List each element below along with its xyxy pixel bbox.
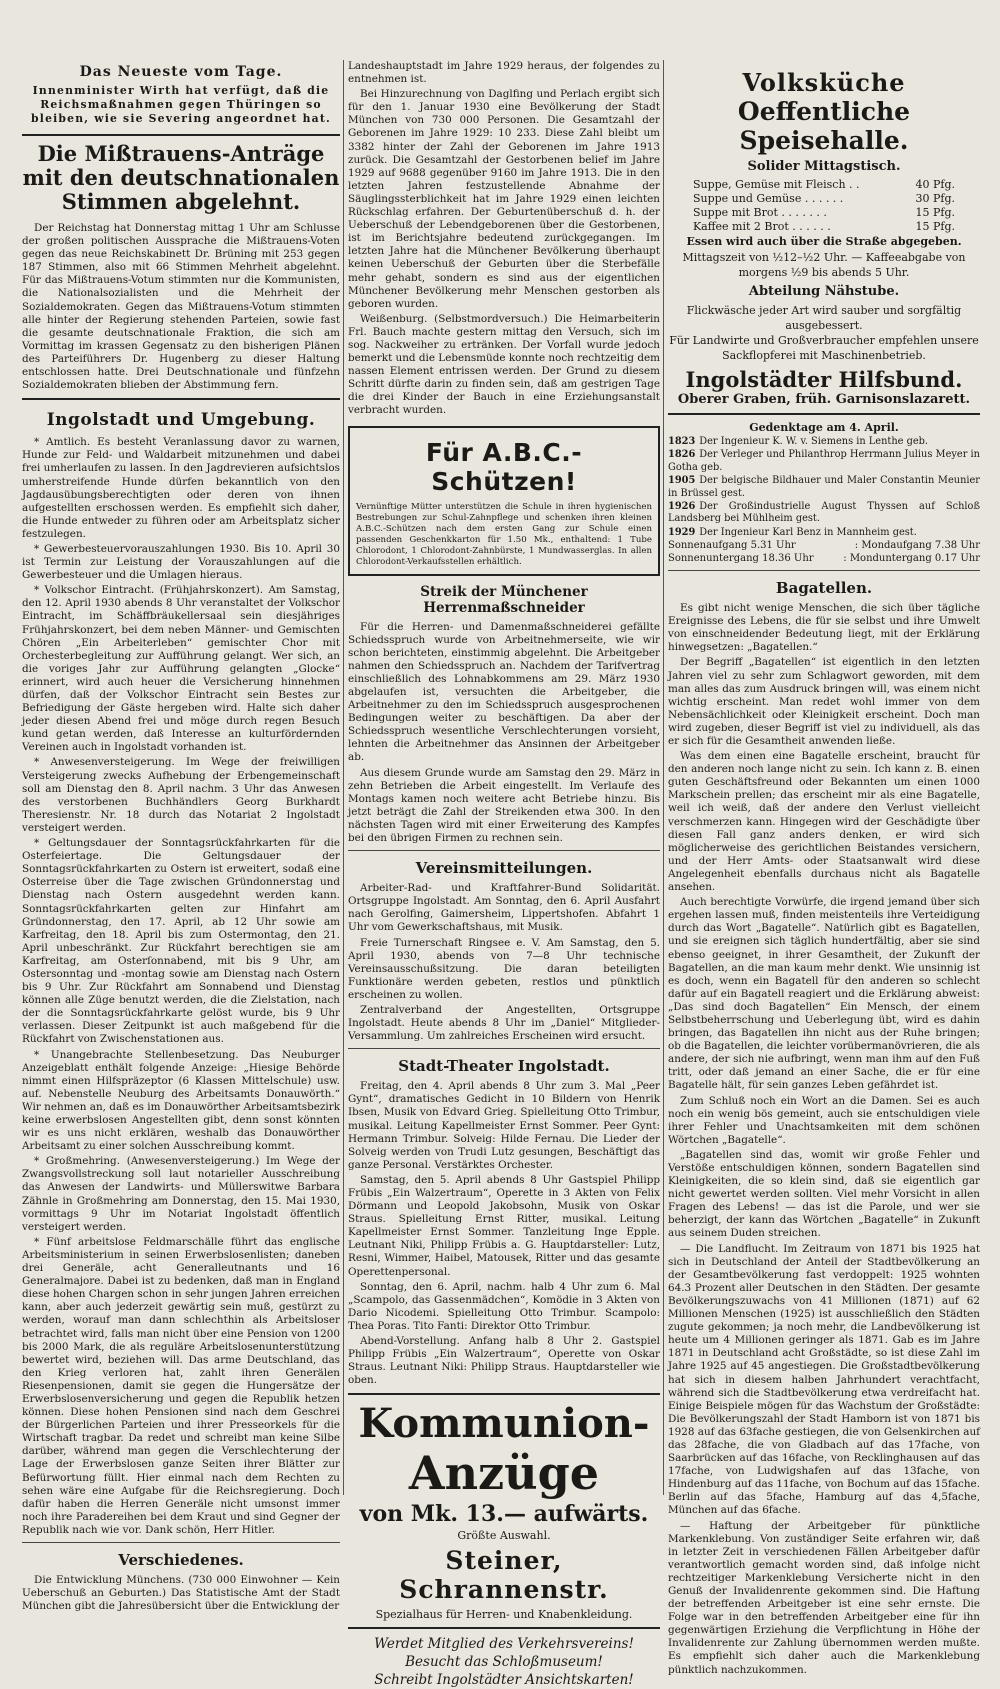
naehstube-heading: Abteilung Nähstube. bbox=[748, 284, 900, 299]
article-paragraph: Weißenburg. (Selbstmordversuch.) Die Heimarbeiterin Frl. Bauch machte gestern mittag den Versuch, sich im sog. Nackweiher zu ertränken. Der Vorfall wurde jedoch bemerkt und die Lebensmüde konnte noch rechtzeitig dem nassen Element entrissen werden. Der Grund zu diesem Schritt dürfte darin zu finden sein, daß am gestrigen Tage die drei Kinder der Bauch in eine Erziehungsanstalt verbracht wurden. bbox=[348, 312, 661, 417]
naehstube-text: Flickwäsche jeder Art wird sauber und sorgfältig ausgebessert. bbox=[686, 304, 962, 332]
article-paragraph: Was dem einen eine Bagatelle erscheint, braucht für den anderen noch lange nicht zu sein. Ich kann z. B. einen guten Geschäftsfreund oder Bekannten um einen 1000 Markschein prellen; das erscheint mir als eine Bagatelle, weil ich weiß, daß der andere den Verlust vielleicht verschmerzen kann. Hingegen wird der Geschädigte über diesen Fall ganz anders denken, er wird sich möglicherweise des gerichtlichen Beistandes versichern, und der Herr Amts- oder Staatsanwalt wird diese Angelegenheit ebenfalls durchaus nicht als Bagatelle ansehen. bbox=[668, 750, 980, 894]
vereinsmitteilungen-heading: Vereinsmitteilungen. bbox=[415, 859, 593, 878]
volkskueche-title: Volksküche bbox=[742, 68, 906, 97]
article-paragraph: Freitag, den 4. April abends 8 Uhr zum 3. Mal „Peer Gynt“, dramatisches Gedicht in 10 Bildern von Henrik Ibsen, Musik von Edvard Grieg. Spielleitung Otto Trimbur, musikal. Leitung Kapellmeister Ernst Sommer. Peer Gynt: Hermann Trimbur. Solveig: Hilde Fernau. Die Lieder der Solveig werden von Trudi Lutz gesungen, Beschäftigt das ganze Personal. Verstärktes Orchester. bbox=[348, 1080, 660, 1171]
mittagstisch-heading: Solider Mittagstisch. bbox=[747, 159, 901, 174]
article-paragraph: * Geltungsdauer der Sonntagsrückfahrkarten für die Osterfeiertage. Die Geltungsdauer der Sonntagsrückfahrkarten zu Ostern ist erweitert, sodaß eine Osterreise über die Tage zwischen Gründonnerstag und Dienstag nach Ostern ausgedehnt werden kann. Sonntagsrückfahrkarten gelten zur Hinfahrt am Gründonnerstag, den 17. April, ab 12 Uhr sowie am Karfreitag, den 18. April bis zum Ostermontag, den 21. April unbeschränkt. Zur Rückfahrt berechtigen sie am Karfreitag, am Osterſonnabend, mit bis 9 Uhr, am Ostersonntag und -montag sowie am Dienstag nach Ostern bis 9 Uhr. Zur Rückfahrt am Sonnabend und Dienstag können alle Züge benutzt werden, die die Zielstation, nach der die Sonntagsrückfahrkarte gelöst wurde, bis 9 Uhr verlassen. Dieser Zeitpunkt ist auch maßgebend für die Rückfahrt von Zwischenstationen aus. bbox=[22, 837, 340, 1046]
menu-table bbox=[693, 178, 955, 234]
article-paragraph: Bei Hinzurechnung von Daglfing und Perlach ergibt sich für den 1. Januar 1930 eine Bevölkerung der Stadt München von 730 000 Personen. Die Gesamtzahl der Geborenen im Jahre 1929: 10 233. Diese Zahl bleibt um 3382 hinter der Zahl der Geborenen im Jahre 1913 zurück. Die Gesamtzahl der Gestorbenen belief im Jahre 1929 auf 9688 gegenüber 9160 im Jahre 1913. Die in den letzten Jahren festzustellende Abnahme der Säuglingssterblichkeit hat im Jahre 1929 einen leichten Rückschlag erfahren. Der Geburtenüberschuß d. h. der Ueberschuß der Lebendgeborenen über die Gestorbenen, ist im Berichtsjahre bedeutend zurückgegangen. Im letzten Jahre hat die Münchener Bevölkerung überhaupt keinen Ueberschuß der Geburten über die Sterbefälle mehr gehabt, sondern es sind aus der eigentlichen Münchener Bevölkerung mehr Menschen gestorben als geboren wurden. bbox=[348, 88, 660, 310]
gedenktag-entry bbox=[668, 501, 980, 526]
streik-heading: Streik der Münchener Herrenmaßschneider bbox=[420, 583, 588, 616]
column-rule bbox=[343, 60, 344, 1495]
sunset: Sonnenuntergang 18.36 Uhr bbox=[668, 552, 814, 564]
column-2 bbox=[348, 60, 661, 1689]
essen-line: Essen wird auch über die Straße abgegeben. bbox=[686, 235, 962, 248]
article-paragraph: Der Begriff „Bagatellen“ ist eigentlich in den letzten Jahren viel zu sehr zum Schlagwort geworden, mit dem man alles das zum Ausdruck bringen will, was einem nicht wichtig erscheint. Man redet wohl immer von dem Nebensächlichkeit oder Kleinigkeit erscheint. Doch man wird zugeben, dieser Begriff ist viel zu individuell, als das er sich für die Gesamtheit anwenden ließe. bbox=[668, 656, 980, 747]
kommunion-ad bbox=[348, 1401, 660, 1621]
menu-item: Suppe mit Brot . . . . . . . bbox=[692, 206, 827, 219]
article-paragraph: Es gibt nicht wenige Menschen, die sich über tägliche Ereignisse des Lebens, die für sie selbst und ihre Umwelt von einschneidender Bedeutung liegt, mit der Erklärung hinwegsetzen: „Bagatellen.“ bbox=[668, 602, 980, 654]
neueste-lead: Innenminister Wirth hat verfügt, daß die Reichsmaßnahmen gegen Thüringen so bleiben, wie sie Severing angeordnet hat. bbox=[31, 84, 331, 125]
column-3 bbox=[668, 60, 980, 1676]
ad-title: Für A.B.C.-Schützen! bbox=[425, 437, 583, 496]
divider bbox=[348, 1393, 660, 1395]
menu-row bbox=[693, 192, 955, 206]
article-paragraph: * Fünf arbeitslose Feldmarschälle führt das englische Arbeitsministerium in seinen Erwerbslosenlisten; daneben drei Generäle, acht Generalleutnants und 16 Generalmajore. Dabei ist zu bedenken, daß man in England diese hohen Chargen schon in sehr jungen Jahren erreichen kann, aber auch jederzeit gewärtig sein muß, gestürzt zu werden, worauf man dann schlechthin als Arbeitsloser betrachtet wird, falls man nicht über eine Pension von 1200 bis 2000 Mark, die als reguläre Arbeitslosenunterstützung bewertet wird, beziehen will. Das arme Deutschland, das den Krieg verloren hat, zahlt ihren Generälen Riesenpensionen, damit sie gegen die Hungersätze der Erwerbslosenversicherung und gegen die Republik hetzen können. Diese hohen Pensionen sind nach dem Geschrei der Bürgerlichen Parteien und ihrer Presseorkels für die Wirtschaft tragbar. Da redet und schreibt man keine Silbe darüber, während man gegen die Verschlechterung der Lage der Erwerbslosen ganze Seiten ihrer Blätter zur Befürwortung füllt. Hier einmal nach dem Rechten zu sehen wäre eine Aufgabe für die Reichsregierung. Doch dafür haben die Herren Generäle nicht umsonst immer noch ihre Paradereihen bei dem Kraut und sind Gegner der Republik nach wie vor. Dank schön, Herr Hitler. bbox=[22, 1235, 340, 1536]
price-line: von Mk. 13.— aufwärts. bbox=[359, 1501, 649, 1528]
article-paragraph: Zentralverband der Angestellten, Ortsgruppe Ingolstadt. Heute abends 8 Uhr im „Daniel“ Mitglieder-Versammlung. Um zahlreiches Erscheinen wird ersucht. bbox=[348, 1003, 660, 1043]
store-tagline: Spezialhaus für Herren- und Knabenkleidung. bbox=[375, 1608, 633, 1622]
article-paragraph: Aus diesem Grunde wurde am Samstag den 29. März in zehn Betrieben die Arbeit eingestellt. Im Verlaufe des Montags kamen noch weitere acht Betriebe hinzu. Bis jetzt beträgt die Zahl der Streikenden etwa 300. In den nächsten Tagen wird mit einer Erweiterung des Kampfes bei den übrigen Firmen zu rechnen sein. bbox=[348, 766, 660, 845]
article-paragraph: — Haftung der Arbeitgeber für pünktliche Markenklebung. Von zuständiger Seite erfahren wir, daß in letzter Zeit in verschiedenen Fällen Arbeitgeber dafür verantwortlich gemacht worden sind, daß infolge nicht rechtzeitiger Markenklebung Versicherte nicht in den Genuß der Invalidenrente gekommen sind. Die Haftung der betreffenden Arbeitgeber ist eine sehr ernste. Die Folge war in den betreffenden Arbeitgeber eine für ihn gegenwärtigen Erziehung die Verpflichtung in Höhe der Invalidenrente zur Zahlung übernommen werden mußte. Es empfiehlt sich daher auch die Markenklebung pünktlich nachzukommen. bbox=[668, 1519, 980, 1676]
store-name: Steiner, Schrannenstr. bbox=[399, 1546, 609, 1605]
anzuege-title: Anzüge bbox=[408, 1446, 600, 1501]
article-paragraph: — Die Landflucht. Im Zeitraum von 1871 bis 1925 hat sich in Deutschland der Anteil der Stadtbevölkerung an der Gesamtbevölkerung fast verdoppelt: 1925 wohnten 64.3 Prozent aller Deutschen in den Städten. Der gesamte Bevölkerungszuwachs von 41 Millionen (1871) auf 62 Millionen Menschen (1925) ist ausschließlich den Städten zugute gekommen; ja noch mehr, die Landbevölkerung ist heute um 4 Millionen geringer als 1871. Gab es im Jahre 1871 in Deutschland acht Großstädte, so ist diese Zahl im Jahre 1925 auf 45 angestiegen. Die Großstadtbevölkerung hat sich in diesem halben Jahrhundert verachtfacht, während sich die Stadtbevölkerung etwa verdreifacht hat. Einige Beispiele mögen für das Wachstum der Großstädte: Die Bevölkerungszahl der Stadt Hamborn ist von 1871 bis 1928 auf das 63fache gestiegen, die von Gelsenkirchen auf das 28fache, die von Gladbach auf das 17fache, von Saarbrücken auf das 16fache, von Recklinghausen auf das 17fache, von Ludwigshafen auf das 13fache, von Hindenburg auf das 11fache, von Bochum auf das 15fache. Berlin auf das 5fache, Hamburg auf das 4,5fache, München auf das 6fache. bbox=[668, 1242, 980, 1517]
menu-item: Kaffee mit 2 Brot . . . . . . bbox=[692, 220, 831, 233]
article-paragraph: * Volkschor Eintracht. (Frühjahrskonzert). Am Samstag, den 12. April 1930 abends 8 Uhr veranstaltet der Volkschor Eintracht, im Schäffbräukellersaal sein diesjähriges Frühjahrskonzert, bei dem neben Männer- und Gemischten Chören „Ein Arbeiterleben“ gemischter Chor mit Orchesterbegleitung zur Aufführung gelangt. Wer sich, an die voriges Jahr zur Aufführung gelangten „Glocke“ erinnert, wird auch heuer die Versicherung hinnehmen dürfen, daß der Volkschor Eintracht sein Bestes zur Befriedigung der Gäste hergeben wird. Halte sich daher jeder diesen Abend frei und möge durch regen Besuch kund getan werden, daß Interesse an kulturfördernden Vereinen auch in Ingolstadt vorhanden ist. bbox=[22, 584, 340, 754]
article-paragraph: * Unangebrachte Stellenbesetzung. Das Neuburger Anzeigeblatt enthält folgende Anzeige: „Hiesige Behörde nimmt einen Hilfspräzeptor (6 Klassen Mittelschule) usw. auf. Nebenstelle Neuburg des Arbeitsamts Donauwörth.“ Wir nehmen an, daß es im Donauwörther Arbeitsamtsbezirk keine erwerbslosen Angestellten gibt, denn sonst könnten wir es uns nicht erklären, weshalb das Donauwörther Arbeitsamt zu einer solchen Ausschreibung kommt. bbox=[22, 1048, 340, 1153]
article-paragraph: Der Reichstag hat Donnerstag mittag 1 Uhr am Schlusse der großen politischen Aussprache die Mißtrauens-Voten gegen das neue Reichskabinett Dr. Brüning mit 253 gegen 187 Stimmen, also mit 66 Stimmen Mehrheit abgelehnt. Für das Mißtrauens-Votum stimmten nur die Kommunisten, die Nationalsozialisten und die Mehrheit der Sozialdemokraten. Gegen das Mißtrauens-Votum stimmten alle hinter der Regierung stehenden Parteien, sowie fast die gesamte deutschnationale Fraktion, die sich am Vormittag im krassen Gegensatz zu den bisherigen Plänen des Parteiführers Dr. Hugenberg zu dieser Haltung entschlossen hatte. Drei Deutschnationale und fünfzehn Sozialdemokraten blieben der Abstimmung fern. bbox=[22, 222, 340, 392]
article-paragraph: Die Entwicklung Münchens. (730 000 Einwohner — Kein Ueberschuß an Geburten.) Das Statistische Amt der Stadt München gibt die Jahresübersicht über die Entwicklung der bbox=[22, 1574, 340, 1613]
article-paragraph: Zum Schluß noch ein Wort an die Damen. Sei es auch noch ein wenig bös gemeint, auch sie entschuldigen viele ihrer Fehler und Unachtsamkeiten mit dem schönen Wörtchen „Bagatelle“. bbox=[668, 1094, 980, 1146]
article-paragraph: * Gewerbesteuervorauszahlungen 1930. Bis 10. April 30 ist Termin zur Leistung der Vorauszahlungen auf die Gewerbesteuer und die Umlagen hieraus. bbox=[22, 542, 340, 582]
moonrise: : Mondaufgang 7.38 Uhr bbox=[854, 540, 980, 552]
gedenktag-entry bbox=[668, 449, 980, 474]
bagatellen-heading: Bagatellen. bbox=[775, 579, 873, 598]
divider bbox=[668, 413, 980, 415]
neueste-heading: Das Neueste vom Tage. bbox=[79, 64, 283, 80]
moonset: : Monduntergang 0.17 Uhr bbox=[843, 552, 980, 564]
menu-price: 15 Pfg. bbox=[915, 206, 956, 219]
gedenktag-text: Der Großindustrielle August Thyssen auf Schloß Landsberg bei Mühlheim gest. bbox=[668, 501, 980, 525]
gedenktag-text: Der belgische Bildhauer und Maler Constantin Meunier in Brüssel gest. bbox=[668, 475, 980, 499]
article-paragraph: Abend-Vorstellung. Anfang halb 8 Uhr 2. Gastspiel Philipp Frübis „Ein Walzertraum“, Operette von Oskar Straus. Leutnant Niki: Philipp Straus. Hauptdarsteller wie oben. bbox=[348, 1335, 660, 1387]
article-paragraph: Auch berechtigte Vorwürfe, die irgend jemand über sich ergehen lassen muß, finden meistenteils ihre Verteidigung durch das Wort „Bagatelle“. Natürlich gibt es Bagatellen, und sie ereignen sich täglich hundertfältig, aber sie sind ebenso geeignet, in ihrer Gesamtheit, der Zukunft der Bagatellen, an die man kaum mehr denkt. Wie unsinnig ist es doch, wenn ein Bagatell für den anderen so schlecht dafür auf ein Bagatell reagiert und die Erklärung abweist: „Das sind doch Bagatellen“ Ein Mensch, der einem Selbstbeherrschung und Ueberlegung übt, wird es dahin bringen, das Bagatellen ihn nicht aus der Ruhe bringen; ob die Bagatellen, die leichter vorübermanövrieren, die als andere, der sich nie aufbringt, wenn man ihm auf den Fuß tritt, oder daß jemand an einer Sache, die er für eine Bagatelle hält, für sein ganzes Leben gefährdet ist. bbox=[668, 896, 980, 1092]
sun-moon-row bbox=[668, 553, 980, 565]
article-paragraph: Freie Turnerschaft Ringsee e. V. Am Samstag, den 5. April 1930, abends von 7—8 Uhr technische Vereinsausschußsitzung. Die daran beteiligten Funktionäre werden gebeten, restlos und pünktlich erscheinen zu wollen. bbox=[348, 936, 660, 1001]
menu-price: 30 Pfg. bbox=[915, 192, 956, 205]
article-paragraph: Samstag, den 5. April abends 8 Uhr Gastspiel Philipp Frübis „Ein Walzertraum“, Operette in 3 Akten von Felix Dörmann und Leopold Jakobsohn, Musik von Oskar Straus. Spielleitung Ernst Ritter, musikal. Leitung Kapellmeister Ernst Sommer. Tanzleitung Inge Epple. Leutnant Niki, Philipp Frübis a. G. Hauptdarsteller: Lutz, Resni, Wimmer, Haibel, Matousek, Ritter und das gesamte Operettenpersonal. bbox=[348, 1173, 660, 1278]
main-headline: Die Mißtrauens-Anträge mit den deutschnationalen Stimmen abgelehnt. bbox=[22, 141, 340, 214]
sunrise: Sonnenaufgang 5.31 Uhr bbox=[668, 540, 796, 552]
menu-price: 15 Pfg. bbox=[915, 220, 956, 233]
chlorodont-ad bbox=[348, 426, 660, 576]
sun-moon-row bbox=[668, 540, 980, 552]
divider bbox=[22, 134, 340, 136]
slogan-schlossmuseum: Besucht das Schloßmuseum! bbox=[405, 1654, 603, 1671]
article-paragraph: Sonntag, den 6. April, nachm. halb 4 Uhr zum 6. Mal „Scampolo, das Gassenmädchen“, Komödie in 3 Akten von Dario Nicodemi. Spielleitung Otto Trimbur. Scampolo: Thea Poras. Tito Fanti: Direktor Otto Trimbur. bbox=[348, 1280, 660, 1332]
gedenktag-entry bbox=[668, 475, 980, 500]
hilfsbund-title: Ingolstädter Hilfsbund. bbox=[685, 367, 963, 392]
menu-row bbox=[693, 206, 955, 220]
stadttheater-heading: Stadt-Theater Ingolstadt. bbox=[398, 1057, 610, 1076]
speisehalle-title: Oeffentliche Speisehalle. bbox=[737, 97, 911, 155]
divider bbox=[348, 850, 660, 851]
menu-item: Suppe, Gemüse mit Fleisch . . bbox=[692, 178, 860, 191]
hilfsbund-address: Oberer Graben, früh. Garnisonslazarett. bbox=[677, 392, 971, 407]
article-paragraph: Für die Herren- und Damenmaßschneiderei gefällte Schiedsspruch wurde von Arbeitnehmerseite, wie wir schon berichteten, einstimmig abgelehnt. Die Arbeitgeber nahmen den Schiedsspruch an. Nachdem der Tarifvertrag einschließlich des Lohnabkommens am 29. März 1930 abgelaufen ist, versuchten die Arbeitgeber, die Arbeitnehmer zu den im Schiedsspruch ausgesprochenen Bedingungen weiter zu beschäftigen. Da aber der Schiedsspruch wesentliche Verschlechterungen vorsieht, lehnten die Arbeitnehmer das Ansinnen der Arbeitgeber ab. bbox=[348, 620, 660, 764]
gedenktag-text: Der Ingenieur Karl Benz in Mannheim gest. bbox=[699, 526, 917, 538]
landwirte-text: Für Landwirte und Großverbraucher empfehlen unsere Sackflopferei mit Maschinenbetrieb. bbox=[669, 334, 979, 362]
article-paragraph: * Großmehring. (Anwesenversteigerung.) Im Wege der Zwangsvollstreckung soll laut notarieller Ausschreibung das Anwesen der Landwirts- und Müllerswitwe Barbara Zähnle in Großmehring am Donnerstag, den 15. Mai 1930, vormittags 9 Uhr im Notariat Ingolstadt öffentlich versteigert werden. bbox=[22, 1155, 340, 1233]
divider bbox=[22, 398, 340, 400]
slogan-ansichtskarten: Schreibt Ingolstädter Ansichtskarten! bbox=[374, 1672, 634, 1689]
menu-row bbox=[693, 178, 955, 192]
menu-item: Suppe und Gemüse . . . . . . bbox=[692, 192, 844, 205]
article-paragraph: Landeshauptstadt im Jahre 1929 heraus, der folgendes zu entnehmen ist. bbox=[348, 60, 660, 86]
gedenktag-year: 1929 bbox=[668, 526, 696, 538]
slogan-verkehrsverein: Werdet Mitglied des Verkehrsvereins! bbox=[374, 1636, 634, 1653]
ad-text: Vernünftige Mütter unterstützen die Schule in ihren hygienischen Bestrebungen zur Schul-Zahnpflege und schenken ihren kleinen A.B.C.-Schützen nach dem ersten Gang zur Schule einen passenden Geschenkkarton für 1.50 Mk., enthaltend: 1 Tube Chlorodont, 1 Chlorodont-Zahnbürste, 1 Mundwasserglas. In allen Chlorodont-Verkaufsstellen erhältlich. bbox=[356, 501, 652, 567]
divider bbox=[348, 1627, 660, 1629]
gedenktag-year: 1823 bbox=[668, 436, 696, 447]
article-paragraph: „Bagatellen sind das, womit wir große Fehler und Verstöße entschuldigen können, sondern Bagatellen sind Kleinigkeiten, die so klein sind, daß sie eigentlich gar nicht gewertet werden sollten. Viel mehr Vorsicht in allen Fragen des Lebens! — das ist die Parole, und wer sie beherzigt, der kann das Wörtchen „Bagatelle“ in Zukunft aus seinem Duden streichen. bbox=[668, 1148, 980, 1240]
gedenktag-text: Der Verleger und Philanthrop Herrmann Julius Meyer in Gotha geb. bbox=[668, 449, 980, 473]
divider bbox=[668, 570, 980, 571]
divider bbox=[348, 1048, 660, 1049]
gedenktag-entry bbox=[668, 436, 980, 448]
article-paragraph: Arbeiter-Rad- und Kraftfahrer-Bund Solidarität. Ortsgruppe Ingolstadt. Am Sonntag, den 6. April Ausfahrt nach Gerolfing, Gaimersheim, Lippertshofen. Abfahrt 1 Uhr vom Gewerkschaftshaus, mit Musik. bbox=[348, 882, 660, 934]
gedenktage-heading: Gedenktage am 4. April. bbox=[749, 421, 899, 434]
divider bbox=[22, 1542, 340, 1543]
article-paragraph: * Amtlich. Es besteht Veranlassung davor zu warnen, Hunde zur Feld- und Waldarbeit mitzunehmen und dabei frei umherlaufen zu lassen. In den Jagdrevieren aufsichtslos umherstreifende Hunde dürfen bekanntlich von den Jagdausübungsberechtigten oder deren von ihnen aufgestellten erschossen werden. Es empfiehlt sich daher, die Hunde entweder zu führen oder am Arbeitsplatz sicher festzulegen. bbox=[22, 436, 340, 540]
column-1 bbox=[22, 60, 340, 1613]
column-rule bbox=[663, 60, 664, 1495]
gedenktag-year: 1826 bbox=[668, 449, 696, 461]
gedenktag-text: Der Ingenieur K. W. v. Siemens in Lenthe geb. bbox=[699, 436, 929, 447]
section-heading-ingolstadt: Ingolstadt und Umgebung. bbox=[46, 410, 316, 431]
mittagszeit-line: Mittagszeit von ½12–½2 Uhr. — Kaffeeabgabe von morgens ½9 bis abends 5 Uhr. bbox=[682, 251, 966, 279]
section-heading-verschiedenes: Verschiedenes. bbox=[118, 1551, 244, 1569]
kommunion-title: Kommunion- bbox=[358, 1400, 650, 1448]
gedenktag-entry bbox=[668, 527, 980, 539]
gedenktag-year: 1926 bbox=[668, 501, 696, 513]
auswahl-line: Größte Auswahl. bbox=[457, 1529, 551, 1543]
menu-price: 40 Pfg. bbox=[915, 178, 956, 191]
gedenktag-year: 1905 bbox=[668, 475, 696, 487]
menu-row bbox=[693, 220, 955, 234]
article-paragraph: * Anwesenversteigerung. Im Wege der freiwilligen Versteigerung zwecks Aufhebung der Erbengemeinschaft soll am Dienstag den 8. April nachm. 3 Uhr das Anwesen des verstorbenen Buchhändlers Georg Burkhardt Theresienstr. Nr. 18 durch das Notariat 2 Ingolstadt versteigert werden. bbox=[22, 756, 340, 834]
